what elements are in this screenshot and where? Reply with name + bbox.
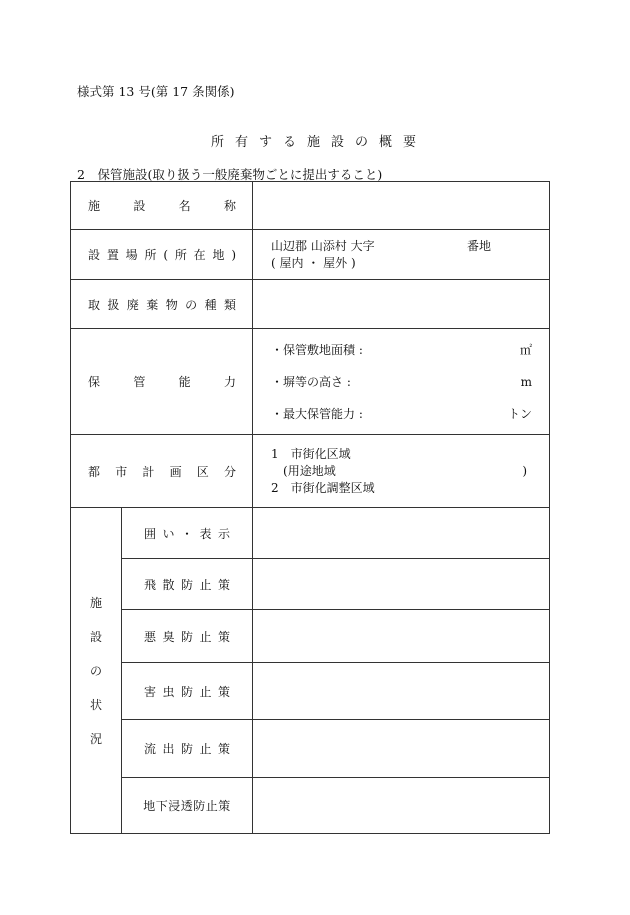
facility-status-label	[71, 508, 122, 834]
table-row-status-5	[71, 778, 550, 834]
status-label-fence-display: 囲い・表示	[122, 508, 253, 559]
max-capacity-unit: トン	[508, 406, 533, 421]
status-field-pest[interactable]	[253, 663, 550, 720]
section-heading: 2 保管施設(取り扱う一般廃棄物ごとに提出すること)	[77, 167, 383, 182]
table-row-facility-name	[71, 182, 550, 230]
facility-status-char: 施	[89, 595, 102, 610]
waste-type-label: 取扱廃棄物の種類	[71, 280, 253, 329]
table-row-status-2	[71, 610, 550, 663]
facility-status-char: の	[89, 663, 102, 678]
facility-status-char: 況	[89, 731, 102, 746]
table-row-urban-planning	[71, 435, 550, 508]
status-label-infiltration: 地下浸透防止策	[122, 778, 253, 834]
max-capacity-row[interactable]	[271, 398, 532, 430]
facility-name-field[interactable]	[253, 182, 550, 230]
status-field-scatter[interactable]	[253, 559, 550, 610]
fence-height-row[interactable]	[271, 366, 532, 398]
fence-height-unit: m	[520, 374, 533, 389]
status-field-odor[interactable]	[253, 610, 550, 663]
status-field-runoff[interactable]	[253, 720, 550, 778]
status-label-runoff: 流出防止策	[122, 720, 253, 778]
status-label-scatter: 飛散防止策	[122, 559, 253, 610]
storage-capacity-label: 保管能力	[71, 329, 253, 435]
location-field[interactable]	[253, 230, 550, 280]
status-field-fence-display[interactable]	[253, 508, 550, 559]
facility-status-char: 設	[89, 629, 102, 644]
facility-name-label: 施設名称	[71, 182, 253, 230]
max-capacity-label: ・最大保管能力 :	[271, 406, 363, 421]
address-prefix: 山辺郡 山添村 大字	[271, 238, 375, 253]
address-suffix: 番地	[467, 238, 492, 253]
storage-area-unit: ㎡	[520, 342, 533, 357]
use-zone-close: )	[522, 463, 528, 478]
table-row-status-3	[71, 663, 550, 720]
waste-type-field[interactable]	[253, 280, 550, 329]
table-row-waste-type	[71, 280, 550, 329]
status-label-pest: 害虫防止策	[122, 663, 253, 720]
storage-area-label: ・保管敷地面積 :	[271, 342, 363, 357]
use-zone-open: (用途地域	[283, 463, 336, 478]
urban-option-1[interactable]: 1 市街化区域	[271, 446, 351, 461]
page-title: 所有する施設の概要	[210, 135, 427, 150]
facility-status-char: 状	[89, 697, 102, 712]
location-label: 設置場所(所在地)	[71, 230, 253, 280]
table-row-location	[71, 230, 550, 280]
urban-planning-label: 都市計画区分	[71, 435, 253, 508]
table-row-storage-capacity	[71, 329, 550, 435]
table-row-status-1	[71, 559, 550, 610]
urban-planning-field[interactable]	[253, 435, 550, 508]
facility-overview-table	[70, 181, 550, 834]
form-number: 様式第 13 号(第 17 条関係)	[77, 84, 235, 99]
storage-area-row[interactable]	[271, 334, 532, 366]
fence-height-label: ・塀等の高さ :	[271, 374, 351, 389]
urban-option-2[interactable]: 2 市街化調整区域	[271, 480, 375, 495]
table-row-status-4	[71, 720, 550, 778]
indoor-outdoor-choice[interactable]: ( 屋内 ・ 屋外 )	[271, 255, 356, 270]
status-label-odor: 悪臭防止策	[122, 610, 253, 663]
status-field-infiltration[interactable]	[253, 778, 550, 834]
table-row-status-0	[71, 508, 550, 559]
storage-capacity-field[interactable]	[253, 329, 550, 435]
